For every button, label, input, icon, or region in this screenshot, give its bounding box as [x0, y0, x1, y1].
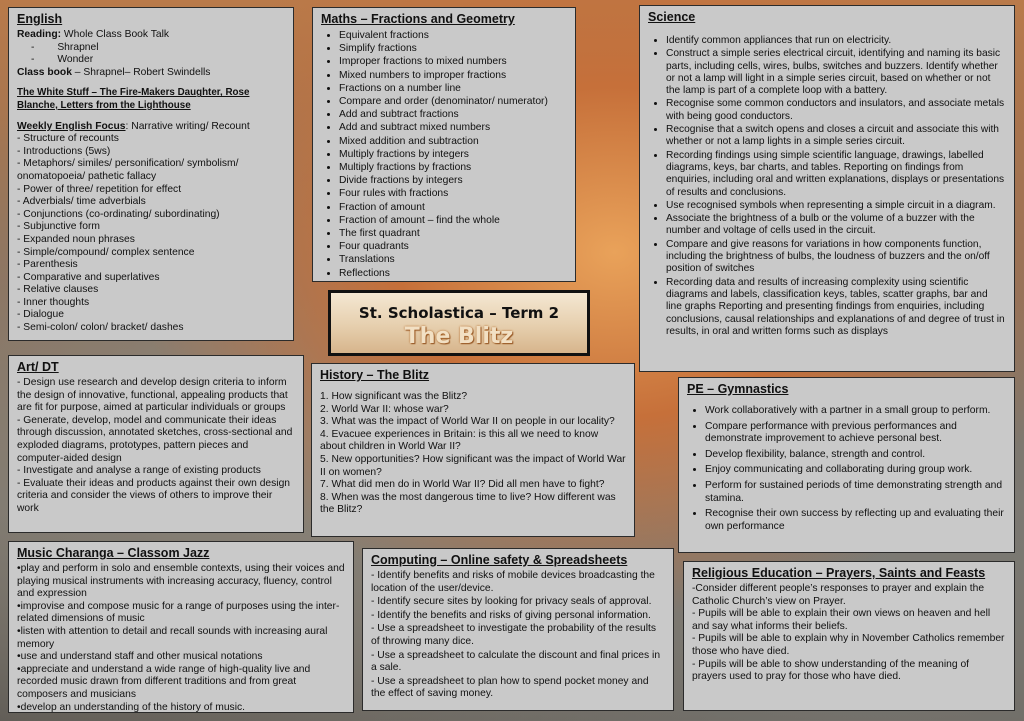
english-class-book: Class book – Shrapnel– Robert Swindells	[17, 66, 211, 78]
computing-objective-item: - Identify the benefits and risks of giving personal information.	[371, 609, 651, 621]
history-question-item: 8. When was the most dangerous time to live? How different was the Blitz?	[320, 491, 616, 516]
history-question-item: 2. World War II: whose war?	[320, 403, 449, 415]
science-panel	[639, 5, 1015, 372]
pe-objective-item: • Recognise their own success by reflecting up and evaluating their own performance	[705, 508, 1006, 533]
music-heading: Music Charanga – Classom Jazz	[17, 546, 210, 560]
science-objective-item: • Recording findings using simple scientific language, drawings, labelled diagrams, keys, bar charts, and tables. Reporting on findings from enquiries, including oral and written explanations, displays or presentations of results and conclusions.	[666, 150, 1006, 199]
maths-topic-item: • Fraction of amount – find the whole	[339, 214, 567, 227]
science-objective-item: • Construct a simple series electrical circuit, identifying and naming its basic parts, including cells, wires, bulbs, switches and buzzers. Identify whether or not a lamp will light in a simple series circuit, based on whether or not the lamp is part of a complete loop with a battery.	[666, 48, 1006, 97]
history-question-item: 7. What did men do in World War II? Did all men have to fight?	[320, 479, 605, 491]
pe-heading: PE – Gymnastics	[687, 382, 789, 396]
maths-topic-item: • Compare and order (denominator/ numerator)	[339, 95, 567, 108]
art-dt-panel	[8, 355, 304, 533]
science-objective-item: • Identify common appliances that run on electricity.	[666, 35, 1006, 47]
maths-topic-item: • Add and subtract mixed numbers	[339, 121, 567, 134]
music-list	[17, 563, 345, 713]
english-focus-item: - Power of three/ repetition for effect	[17, 183, 182, 195]
english-reading-item: - Wonder	[31, 54, 94, 66]
history-question-item: 5. New opportunities? How significant was the impact of World War II on women?	[320, 453, 626, 478]
science-objective-item: • Recording data and results of increasing complexity using scientific diagrams and labels, classification keys, tables, scatter graphs, bar and line graphs Reporting and presenting findings from enquiries, including conclusions, causal relationships and explanations of and degree of trust in results, in oral and written forms such as displays	[666, 277, 1006, 338]
maths-topic-item: • Mixed addition and subtraction	[339, 135, 567, 148]
english-reading: Reading: Whole Class Book Talk	[17, 29, 170, 40]
re-panel	[683, 561, 1015, 711]
computing-objective-item: - Identify secure sites by looking for privacy seals of approval.	[371, 596, 652, 608]
maths-topic-item: • Four quadrants	[339, 240, 567, 253]
english-focus-item: - Structure of recounts	[17, 133, 119, 145]
art-dt-list	[17, 377, 295, 516]
maths-list	[321, 29, 567, 280]
re-objective-item: - Pupils will be able to explain why in November Catholics remember those who have died.	[692, 633, 1005, 657]
computing-list	[371, 570, 665, 701]
history-heading: History – The Blitz	[320, 368, 430, 382]
pe-objective-item: • Develop flexibility, balance, strength and control.	[705, 449, 1006, 462]
pe-objective-item: • Enjoy communicating and collaborating during group work.	[705, 464, 1006, 477]
english-heading: English	[17, 12, 63, 26]
computing-objective-item: - Use a spreadsheet to calculate the discount and final prices in a sale.	[371, 649, 661, 674]
music-objective-item: •improvise and compose music for a range of purposes using the inter-related dimensions of music	[17, 600, 340, 625]
computing-panel	[362, 548, 674, 711]
re-heading: Religious Education – Prayers, Saints and Feasts	[692, 566, 986, 580]
english-focus-item: - Conjunctions (co-ordinating/ subordinating)	[17, 208, 220, 220]
science-heading: Science	[648, 10, 696, 24]
history-question-item: 4. Evacuee experiences in Britain: is this all we need to know about children in World War II?	[320, 428, 599, 453]
music-objective-item: •use and understand staff and other musical notations	[17, 651, 263, 663]
science-objective-item: • Associate the brightness of a bulb or the volume of a buzzer with the number and voltage of cells used in the circuit.	[666, 213, 1006, 238]
maths-topic-item: • Add and subtract fractions	[339, 108, 567, 121]
history-question-item: 3. What was the impact of World War II on people in our locality?	[320, 416, 615, 428]
science-objective-item: • Compare and give reasons for variations in how components function, including the brightness of bulbs, the loudness of buzzers and the on/off position of switches	[666, 239, 1006, 276]
english-focus: Weekly English Focus: Narrative writing/ Recount	[17, 120, 250, 132]
pe-objective-item: • Work collaboratively with a partner in a small group to perform.	[705, 405, 1006, 418]
english-focus-item: - Inner thoughts	[17, 296, 90, 308]
maths-topic-item: • Simplify fractions	[339, 42, 567, 55]
history-question-item: 1. How significant was the Blitz?	[320, 391, 468, 402]
maths-topic-item: • The first quadrant	[339, 227, 567, 240]
english-reading-item: - Shrapnel	[31, 41, 99, 53]
music-objective-item: •appreciate and understand a wide range of high-quality live and recorded music drawn from different traditions and from great composers and musicians	[17, 663, 311, 700]
re-objective-item: - Pupils will be able to show understanding of the meaning of prayers used to pray for those who have died.	[692, 658, 970, 683]
english-focus-item: - Relative clauses	[17, 284, 99, 296]
computing-objective-item: - Identify benefits and risks of mobile devices broadcasting the location of the user/device.	[371, 570, 655, 594]
english-panel	[8, 7, 294, 341]
history-panel	[311, 363, 635, 537]
title-banner	[328, 290, 590, 356]
computing-objective-item: - Use a spreadsheet to plan how to spend pocket money and the effect of saving money.	[371, 675, 649, 700]
art-dt-item: - Design use research and develop design criteria to inform the design of innovative, functional, appealing products that are fit for purpose, aimed at particular individuals or groups	[17, 377, 288, 414]
maths-heading: Maths – Fractions and Geometry	[321, 12, 515, 26]
school-term-title: St. Scholastica – Term 2	[358, 304, 560, 322]
maths-topic-item: • Equivalent fractions	[339, 29, 567, 42]
music-objective-item: •listen with attention to detail and recall sounds with increasing aural memory	[17, 625, 328, 650]
music-panel	[8, 541, 354, 713]
maths-topic-item: • Improper fractions to mixed numbers	[339, 55, 567, 68]
english-focus-item: - Metaphors/ similes/ personification/ symbolism/ onomatopoeia/ pathetic fallacy	[17, 158, 239, 182]
maths-topic-item: • Multiply fractions by integers	[339, 148, 567, 161]
maths-topic-item: • Divide fractions by integers	[339, 174, 567, 187]
english-focus-item: - Simple/compound/ complex sentence	[17, 246, 195, 258]
computing-heading: Computing – Online safety & Spreadsheets	[371, 553, 628, 567]
english-focus-item: - Semi-colon/ colon/ bracket/ dashes	[17, 322, 184, 334]
art-dt-item: - Evaluate their ideas and products against their own design criteria and consider the views of others to improve their work	[17, 477, 291, 514]
maths-topic-item: • Multiply fractions by fractions	[339, 161, 567, 174]
re-objective-item: - Pupils will be able to explain their own views on heaven and hell and say what informs their beliefs.	[692, 608, 991, 632]
maths-topic-item: • Translations	[339, 253, 567, 266]
english-focus-item: - Parenthesis	[17, 259, 78, 271]
history-list	[320, 391, 626, 517]
art-dt-item: - Investigate and analyse a range of existing products	[17, 465, 261, 477]
science-objective-item: • Recognise some common conductors and insulators, and associate metals with being good conductors.	[666, 98, 1006, 123]
pe-panel	[678, 377, 1015, 553]
re-objective-item: -Consider different people’s responses to prayer and explain the Catholic Church’s view on Prayer.	[692, 583, 985, 607]
computing-objective-item: - Use a spreadsheet to investigate the probability of the results of throwing many dice.	[371, 623, 657, 647]
music-objective-item: •develop an understanding of the history of music.	[17, 701, 245, 713]
pe-objective-item: • Compare performance with previous performances and demonstrate improvement to achieve personal best.	[705, 421, 1006, 446]
english-extra-books: The White Stuff – The Fire-Makers Daughter, Rose Blanche, Letters from the Lighthouse	[17, 87, 250, 111]
maths-panel	[312, 7, 576, 282]
maths-topic-item: • Fractions on a number line	[339, 82, 567, 95]
science-objective-item: • Recognise that a switch opens and closes a circuit and associate this with whether or not a lamp lights in a simple series circuit.	[666, 124, 1006, 149]
science-list	[648, 35, 1006, 338]
english-focus-item: - Dialogue	[17, 309, 64, 321]
art-dt-heading: Art/ DT	[17, 360, 59, 374]
pe-objective-item: • Perform for sustained periods of time demonstrating strength and stamina.	[705, 480, 1006, 505]
maths-topic-item: • Reflections	[339, 267, 567, 280]
maths-topic-item: • Mixed numbers to improper fractions	[339, 69, 567, 82]
english-focus-item: - Expanded noun phrases	[17, 233, 135, 245]
music-objective-item: •play and perform in solo and ensemble contexts, using their voices and playing musical instruments with increasing accuracy, fluency, control and expression	[17, 563, 345, 600]
english-focus-item: - Adverbials/ time adverbials	[17, 196, 146, 208]
pe-list	[687, 405, 1006, 533]
english-focus-list	[17, 133, 285, 335]
maths-topic-item: • Four rules with fractions	[339, 187, 567, 200]
re-list	[692, 583, 1006, 684]
english-focus-item: - Subjunctive form	[17, 221, 100, 233]
english-focus-item: - Introductions (5ws)	[17, 145, 111, 157]
science-objective-item: • Use recognised symbols when representing a simple circuit in a diagram.	[666, 200, 1006, 212]
english-focus-item: - Comparative and superlatives	[17, 271, 160, 283]
topic-title: The Blitz	[404, 324, 514, 349]
maths-topic-item: • Fraction of amount	[339, 201, 567, 214]
art-dt-item: - Generate, develop, model and communicate their ideas through discussion, annotated sketches, cross-sectional and exploded diagrams, prototypes, pattern pieces and computer-aided design	[17, 414, 293, 464]
